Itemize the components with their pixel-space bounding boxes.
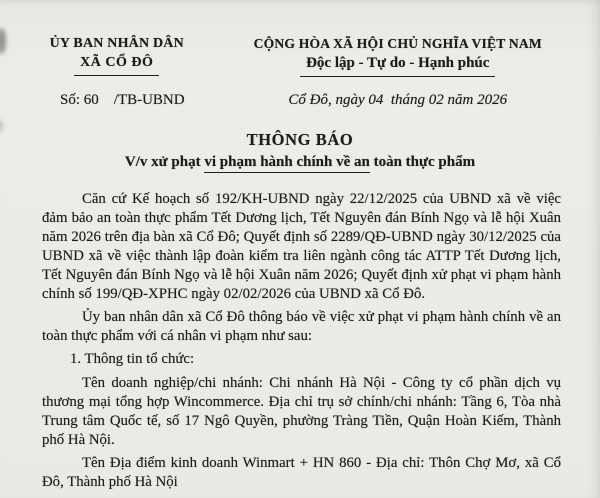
document-number: Số: 60 /TB-UBND [60,92,185,108]
paragraph-section-heading: 1. Thông tin tổ chức: [70,351,195,367]
issuer-commune-text: XÃ CỔ ĐÔ [74,53,159,76]
title-block [0,130,600,173]
subtitle-underlined: vi phạm hành chính về an [204,154,369,173]
issuer-block [10,34,224,77]
national-motto-block [224,34,572,77]
issuer-name: ỦY BAN NHÂN DÂN [49,36,184,51]
subtitle-pre: V/v xử phạt [124,154,205,170]
document-title: THÔNG BÁO [246,130,354,149]
subtitle-post: toàn thực phẩm [369,154,476,170]
paragraph-business-location: Tên Địa điểm kinh doanh Winmart + HN 860 - Địa chỉ: Thôn Chợ Mơ, xã Cổ Đô, Thành phố Hà Nội [42,455,561,490]
document-subtitle [0,152,600,173]
paragraph-legal-basis: Căn cứ Kế hoạch số 192/KH-UBND ngày 22/12/2025 của UBND xã về việc đảm bảo an toàn thực phẩm Tết Dương lịch, Tết Nguyên đán Bính Ngọ và lễ hội Xuân năm 2026 trên địa bàn xã Cổ Đô; Quyết định số 2289/QĐ-UBND ngày 30/12/2025 của UBND xã về việc thành lập đoàn kiểm tra liên ngành công tác ATTP Tết Dương lịch, Tết Nguyên đán Bính Ngọ và lễ hội Xuân năm 2026; Quyết định xử phạt vi phạm hành chính số 199/QĐ-XPHC ngày 02/02/2026 của UBND xã Cổ Đô. [42,191,561,302]
national-motto-text: Độc lập - Tự do - Hạnh phúc [300,53,495,77]
place-and-date: Cổ Đô, ngày 04 tháng 02 năm 2026 [288,92,508,108]
national-title: CỘNG HÒA XÃ HỘI CHỦ NGHĨA VIỆT NAM [253,36,542,51]
paragraph-company-info: Tên doanh nghiệp/chi nhánh: Chi nhánh Hà Nội - Công ty cổ phần dịch vụ thương mại tổng hợp Wincommerce. Địa chỉ trụ sở chính/chi nhánh: Tầng 6, Tòa nhà Trung tâm Quốc tế, số 17 Ngô Quyền, phường Tràng Tiền, Quận Hoàn Kiếm, Thành phố Hà Nội. [42,375,561,448]
document-meta [0,92,600,109]
document-header [0,34,600,77]
national-motto [224,53,572,77]
issuer-commune [10,53,224,76]
paragraph-announcement: Ủy ban nhân dân xã Cổ Đô thông báo về việc xử phạt vi phạm hành chính về an toàn thực phẩm với cá nhân vi phạm như sau: [42,309,561,344]
document-body [0,190,600,492]
